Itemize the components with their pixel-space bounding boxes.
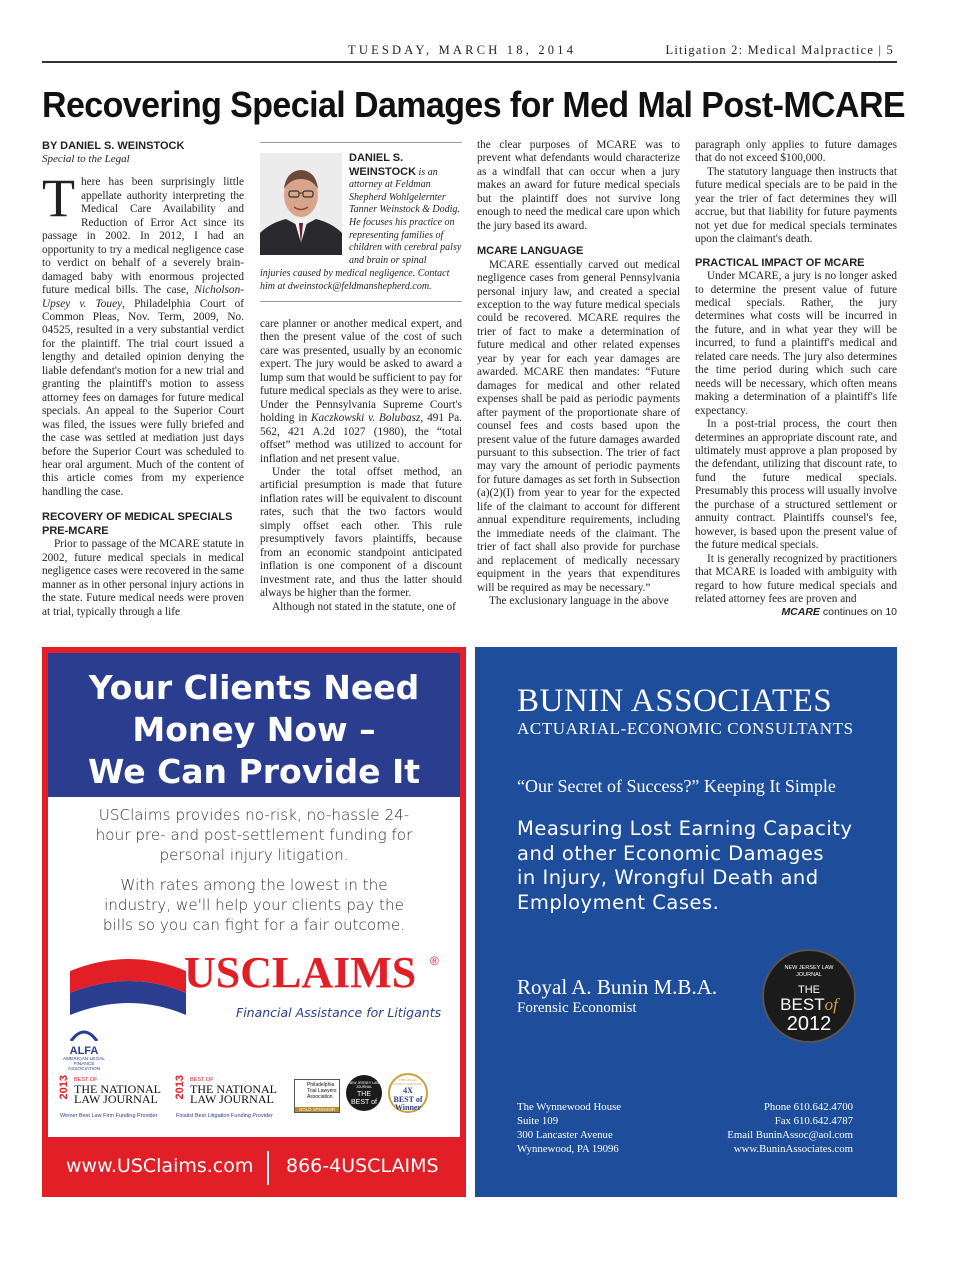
usclaims-advertisement[interactable] (42, 647, 466, 1197)
contact-details (727, 1100, 853, 1156)
svg-text:®: ® (430, 954, 439, 968)
drop-cap: T (42, 168, 75, 229)
award-ptla-gold: Philadelphia Trial Lawyers Association GOLD SPONSOR (294, 1079, 340, 1113)
article-paragraph: It is generally recognized by practitioners that MCARE is loaded with ambiguity with regard to how future medical specials and related attorney fees are proven and (695, 552, 897, 605)
article-paragraph: MCARE essentially carved out medical negligence cases from general Pennsylvania personal injury law, and created a special exception to the way future medical specials could be recovered. MCARE requires the trier of fact to make a determination of future medical and other related expenses year by year for each year damages are awarded. MCARE then mandates: “Future damages for medical and other related expenses shall be paid as periodic payments after payment of the proportionate share of counsel fees and costs based upon the present value of the future damages awarded pursuant to this subsection. The trier of fact may vary the amount of periodic payments for future damages as set forth in Subsection (a)(2)(I) from year to year for the expected life of the claimant to account for different annual expenditure requirements, including the immediate needs of the claimant. The trier of fact shall also provide for purchase and replacement of medically necessary equipment in the years that expenditures will be required as may be necessary.” (477, 258, 680, 594)
article-paragraph: The statutory language then instructs that future medical specials are to be paid in the year the trier of fact determines they will accrue, but that liability for future payments not yet due for medical specials terminates upon the claimant's death. (695, 165, 897, 246)
article-column-4 (695, 139, 897, 620)
author-name: DANIEL S. WEINSTOCK (349, 152, 417, 178)
subhead-mcare-language: MCARE LANGUAGE (477, 245, 584, 258)
article-paragraph: Under MCARE, a jury is no longer asked to determine the present value of future medical specials. Rather, the jury determines what costs will be incurred in the future, and in what year they will be incurred, to fund a plaintiff's medical and related care needs. The jury also determines the time period during which such care needs will be necessary, which often means making a determination of a plaintiff's life expectancy. (695, 270, 897, 417)
usclaims-phone-link[interactable]: 866-4USCLAIMS (286, 1155, 439, 1177)
award-intelligencer-4x: THE LEGAL INTELLIGENCER 4X BEST of Winner (388, 1073, 428, 1113)
article-headline: Recovering Special Damages for Med Mal Post-MCARE (42, 84, 905, 125)
logo-wordmark: USCLAIMS (184, 948, 417, 997)
alfa-arch-icon (69, 1027, 99, 1041)
ad-quote: “Our Secret of Success?” Keeping It Simple (517, 776, 836, 796)
issue-date: TUESDAY, MARCH 18, 2014 (348, 43, 577, 57)
office-address: The Wynnewood House Suite 109 300 Lancaster Avenue Wynnewood, PA 19096 (517, 1101, 622, 1155)
footer-divider (267, 1151, 269, 1185)
ad-copy: With rates among the lowest in the industry, we'll help your clients pay the bills so you can fight for a fair outcome. (102, 876, 406, 934)
article-paragraph: The exclusionary language in the above (489, 595, 669, 607)
phone-number[interactable]: Phone 610.642.4700 (763, 1101, 853, 1113)
subhead-pre-mcare: RECOVERY OF MEDICAL SPECIALS PRE-MCARE (42, 511, 233, 537)
header-rule (42, 61, 897, 63)
logo-tagline: Financial Assistance for Litigants (236, 1005, 442, 1020)
award-njlj-best: NEW JERSEY LAW JOURNAL THE BEST of (346, 1075, 382, 1111)
author-portrait-icon (260, 153, 342, 255)
author-bio: is an attorney at Feldman Shepherd Wohlgelernter Tanner Weinstock & Dodig. He focuses his practice on representing families of children with cerebral palsy and brain or spinal (349, 166, 462, 266)
article-paragraph: Under the total offset method, an artificial presumption is made that future inflation rates will be equivalent to discount rates, such that the two factors would simply offset each other. This rule presumptively favors plaintiffs, because from an economic standpoint anticipated inflation is one component of a discount investment rate, and thus the latter should always be higher than the former. (260, 465, 462, 600)
section-label: Litigation 2: Medical Malpractice | 5 (665, 43, 894, 57)
subhead-practical-impact: PRACTICAL IMPACT OF MCARE (695, 256, 865, 269)
article-paragraph: care planner or another medical expert, and then the present value of the cost of such care was presented, usually by an economic expert. The jury would be asked to award a lump sum that would be sufficient to pay for future medical specials as they were to arise. Under the Pennsylvania Supreme Court's holding in Kaczkowski v. Bolubasz, 491 Pa. 562, 421 A.2d 1027 (1980), the “total offset” method was utilized to account for inflation and net present value. (260, 318, 463, 465)
case-name: Nicholson-Upsey v. Touey (42, 284, 244, 310)
article-lead-paragraph: There has been surprisingly little appellate authority interpreting the Medical Care Availability and Reduction of Error Act since its passage in 2002. In 2012, I had an opportunity to try a medical negligence case to verdict on behalf of a severely brain-damaged baby with enormous projected future medical bills. The case, Nicholson-Upsey v. Touey, Philadelphia Court of Common Pleas, Nov. Term, 2009, No. 04525, resulted in a very substantial verdict for the plaintiff. The trial court issued a lengthy and detailed opinion denying the liable defendant's motion for a new trial and granting the plaintiff's motion to assess attorney fees on damages for future medical specials. An appeal to the Superior Court was filed, the issues were fully briefed and the case was settled at mediation just days before the Superior Court was scheduled to hear oral argument. Much of the content of this article comes from my experience handling the case. (42, 168, 244, 498)
article-paragraph: the clear purposes of MCARE was to prevent what defendants would characterize as a windfall that can occur when a jury makes an award for future medical specials but the plaintiff does not survive long enough to need the medical care upon which the jury based its award. (477, 139, 680, 232)
ad-copy: USClaims provides no-risk, no-hassle 24-hour pre- and post-settlement funding for personal injury litigation. (95, 806, 413, 864)
fax-number: Fax 610.642.4787 (774, 1115, 853, 1127)
ad-footer (48, 1143, 460, 1191)
byline: BY DANIEL S. WEINSTOCK (42, 140, 185, 152)
ad-body-panel: USClaims provides no-risk, no-hassle 24-hour pre- and post-settlement funding for personal injury litigation. With rates among the lowest in the industry, we'll help your clients pay the bills so you can fight for a fair outcome. USCLAIMS ® Financial Assistance for Litigants ALFA AMERICAN LEGAL FINANCE ASSOCIATION 2013 BEST OF THE NATIONAL LAW JOURNAL Winner Best Law Firm Funding Provider 2013 BEST OF THE NATIONAL LAW JOURNAL Finalist Best Litigation Funding Provider Philadelphia Trial Lawyers Association GOLD SPONSOR NEW JERSEY LAW JOURNAL THE BEST of THE LEGAL INTELLIGENCER 4X BEST of Winner (48, 797, 460, 1137)
best-of-2012-badge: NEW JERSEY LAW JOURNAL THE BESTof 2012 (762, 949, 856, 1043)
website-link[interactable]: www.BuninAssociates.com (733, 1143, 853, 1155)
article-paragraph: In a post-trial process, the court then determines an appropriate discount rate, and ultimately must approve a plan proposed by the defendant, utilizing that discount rate, to fund the future medical specials. Presumably this process will usually involve the purchase of a structured settlement or annuity contract. Plaintiffs counsel's fee, however, is based upon the present value of the future medical specials. (695, 418, 897, 552)
article-column-2 (260, 318, 462, 614)
usclaims-website-link[interactable]: www.USClaims.com (66, 1155, 254, 1177)
author-photo (260, 153, 342, 255)
email-link[interactable]: Email BuninAssoc@aol.com (727, 1129, 853, 1141)
consultant-name: Royal A. Bunin M.B.A. (517, 975, 718, 999)
article-paragraph: Although not stated in the statute, one of (272, 600, 456, 613)
case-name: Kaczkowski v. Bolubasz (310, 412, 421, 425)
consultant-title: Forensic Economist (517, 1000, 637, 1016)
firm-name: BUNIN ASSOCIATES (517, 683, 833, 719)
article-column-1 (42, 139, 244, 619)
continues-jump-line: MCARE continues on 10 (781, 606, 897, 619)
usclaims-logo (60, 939, 460, 1035)
article-column-3 (477, 139, 680, 608)
bunin-associates-advertisement[interactable] (475, 647, 897, 1197)
ad-services: Measuring Lost Earning Capacity and other Economic Damages in Injury, Wrongful Death and Employment Cases. (517, 817, 853, 914)
author-bio-continued: injuries caused by medical negligence. Contact him at dweinstock@feldmanshepherd.com. (260, 268, 450, 292)
byline-affiliation: Special to the Legal (42, 153, 130, 165)
author-bio-box (260, 142, 462, 302)
ad-headline: Your Clients Need Money Now – We Can Provide It (48, 653, 460, 797)
article-paragraph: Prior to passage of the MCARE statute in 2002, future medical specials in medical negligence cases were recovered in the same manner as in other personal injury actions in the state. Future medical needs were proven at trial, typically through a life (42, 538, 244, 618)
article-paragraph: paragraph only applies to future damages that do not exceed $100,000. (695, 139, 897, 165)
alfa-logo: ALFA AMERICAN LEGAL FINANCE ASSOCIATION (60, 1027, 108, 1072)
firm-subtitle: ACTUARIAL-ECONOMIC CONSULTANTS (517, 719, 854, 738)
